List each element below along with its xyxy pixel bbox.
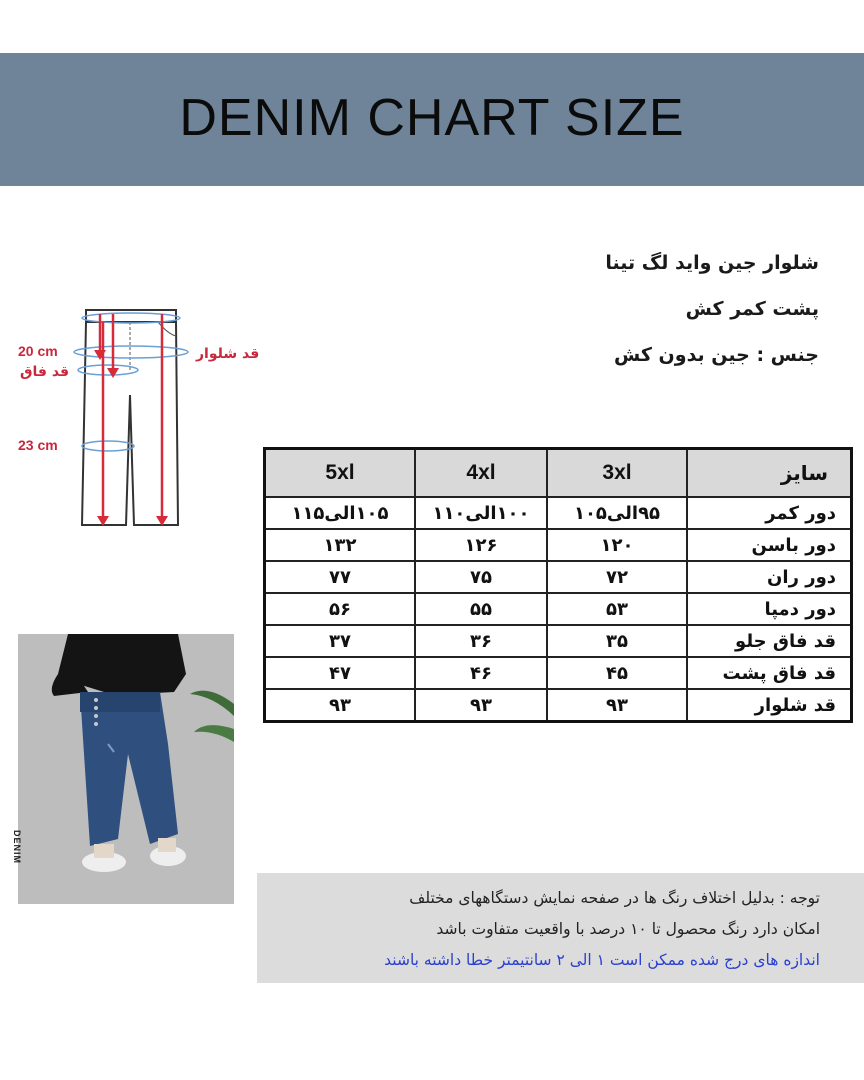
table-cell: ۹۳ — [547, 689, 687, 722]
note-text — [384, 883, 820, 976]
table-cell: ۷۲ — [547, 561, 687, 593]
row-label: دور دمپا — [687, 593, 852, 625]
table-cell: ۹۵الی۱۰۵ — [547, 497, 687, 529]
measure-label-length: قد شلوار — [196, 346, 260, 362]
table-cell: ۱۰۵الی۱۱۵ — [265, 497, 416, 529]
table-cell: ۱۳۲ — [265, 529, 416, 561]
pants-diagram — [0, 300, 270, 540]
table-cell: ۳۵ — [547, 625, 687, 657]
table-row — [265, 625, 852, 657]
row-label: قد فاق پشت — [687, 657, 852, 689]
size-table — [263, 447, 853, 723]
measure-label-rise: قد فاق — [20, 364, 70, 380]
row-label: دور ران — [687, 561, 852, 593]
table-cell: ۷۷ — [265, 561, 416, 593]
table-cell: ۵۵ — [415, 593, 547, 625]
product-info — [605, 240, 819, 378]
measure-label-20cm: 20 cm — [18, 343, 58, 359]
table-cell: ۹۳ — [265, 689, 416, 722]
row-label: قد فاق جلو — [687, 625, 852, 657]
product-feature: پشت کمر کش — [685, 298, 819, 320]
page-title: DENIM CHART SIZE — [179, 89, 685, 147]
table-cell: ۴۶ — [415, 657, 547, 689]
table-cell: ۳۷ — [265, 625, 416, 657]
table-cell: ۳۶ — [415, 625, 547, 657]
table-row — [265, 561, 852, 593]
product-name: شلوار جین واید لگ تینا — [605, 252, 819, 274]
table-cell: ۵۳ — [547, 593, 687, 625]
measure-label-23cm: 23 cm — [18, 437, 58, 453]
col-header-4xl: 4xl — [415, 449, 547, 498]
table-cell: ۹۳ — [415, 689, 547, 722]
model-in-jeans-image — [18, 634, 234, 904]
pants-outline-icon — [0, 300, 270, 540]
table-row — [265, 529, 852, 561]
table-cell: ۵۶ — [265, 593, 416, 625]
photo-brand-watermark: DENIM — [12, 830, 22, 864]
product-material: جنس : جین بدون کش — [614, 344, 819, 366]
table-cell: ۴۵ — [547, 657, 687, 689]
table-cell: ۱۲۰ — [547, 529, 687, 561]
row-label: دور باسن — [687, 529, 852, 561]
note-line-2: امکان دارد رنگ محصول تا ۱۰ درصد با واقعیت متفاوت باشد — [436, 920, 820, 938]
note-line-1: توجه : بدلیل اختلاف رنگ ها در صفحه نمایش دستگاههای مختلف — [409, 889, 820, 907]
table-row — [265, 593, 852, 625]
col-header-5xl: 5xl — [265, 449, 416, 498]
table-row — [265, 657, 852, 689]
row-label: قد شلوار — [687, 689, 852, 722]
table-header-row — [265, 449, 852, 498]
col-header-size: سایز — [687, 449, 852, 498]
table-row — [265, 497, 852, 529]
table-cell: ۷۵ — [415, 561, 547, 593]
col-header-3xl: 3xl — [547, 449, 687, 498]
product-photo — [12, 634, 234, 904]
table-row — [265, 689, 852, 722]
row-label: دور کمر — [687, 497, 852, 529]
table-cell: ۱۲۶ — [415, 529, 547, 561]
table-cell: ۱۰۰الی۱۱۰ — [415, 497, 547, 529]
note-line-3: اندازه های درج شده ممکن است ۱ الی ۲ سانتیمتر خطا داشته باشند — [384, 951, 820, 969]
table-cell: ۴۷ — [265, 657, 416, 689]
